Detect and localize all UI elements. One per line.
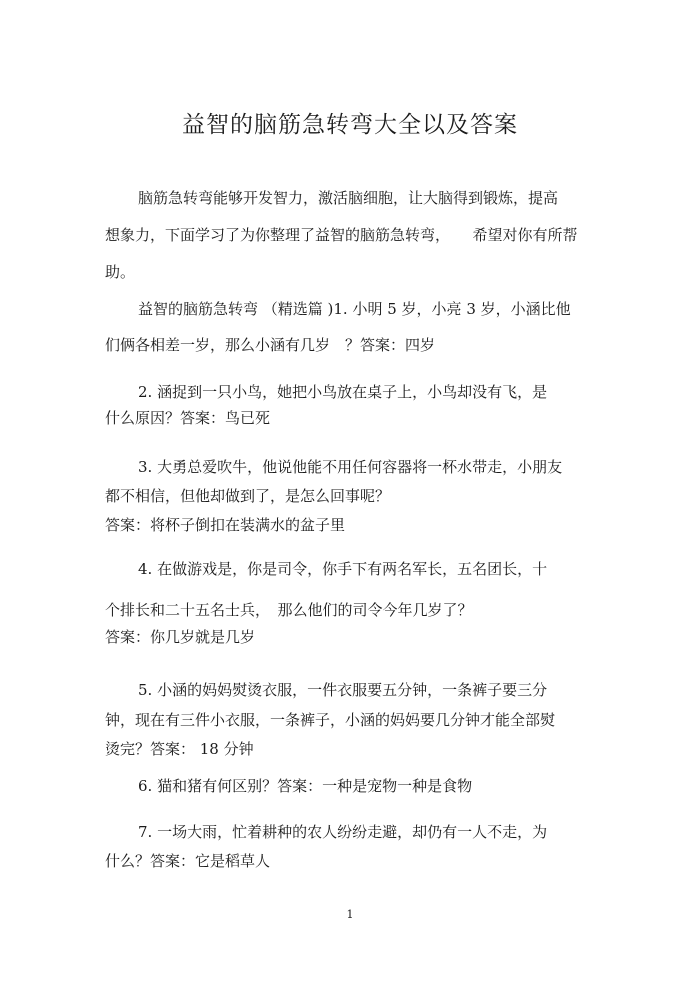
paragraph-line: 2. 涵捉到一只小鸟，她把小鸟放在桌子上，小鸟却没有飞，是 (138, 383, 548, 401)
paragraph-line: 什么？答案：它是稻草人 (105, 852, 271, 870)
paragraph-line: 答案：将杯子倒扣在装满水的盆子里 (105, 516, 346, 534)
paragraph-line: 烫完？答案： 18 分钟 (105, 740, 254, 758)
paragraph-line: 益智的脑筋急转弯 （精选篇 )1. 小明 5 岁，小亮 3 岁，小涵比他 (138, 300, 571, 318)
paragraph-line: 助。 (105, 263, 136, 281)
paragraph-line: 想象力，下面学习了为你整理了益智的脑筋急转弯， 希望对你有所帮 (105, 226, 578, 244)
paragraph-line: 5. 小涵的妈妈熨烫衣服，一件衣服要五分钟，一条裤子要三分 (138, 681, 548, 699)
paragraph-line: 3. 大勇总爱吹牛，他说他能不用任何容器将一杯水带走，小朋友 (138, 458, 563, 476)
paragraph-line: 脑筋急转弯能够开发智力，激活脑细胞，让大脑得到锻炼，提高 (138, 189, 559, 207)
paragraph-line: 什么原因？答案：鸟已死 (105, 409, 271, 427)
paragraph-line: 们俩各相差一岁，那么小涵有几岁 ？答案：四岁 (105, 336, 436, 354)
document-title: 益智的脑筋急转弯大全以及答案 (182, 112, 518, 138)
paragraph-line: 钟，现在有三件小衣服，一条裤子，小涵的妈妈要几分钟才能全部熨 (105, 711, 556, 729)
paragraph-line: 都不相信，但他却做到了，是怎么回事呢？ (105, 487, 391, 505)
paragraph-line: 7. 一场大雨，忙着耕种的农人纷纷走避，却仍有一人不走，为 (138, 823, 548, 841)
paragraph-line: 4. 在做游戏是，你是司令，你手下有两名军长，五名团长，十 (138, 560, 548, 578)
paragraph-line: 6. 猫和猪有何区别？答案：一种是宠物一种是食物 (138, 777, 473, 795)
page-number: 1 (346, 908, 354, 921)
paragraph-line: 个排长和二十五名士兵， 那么他们的司令今年几岁了？ (105, 601, 473, 619)
paragraph-line: 答案：你几岁就是几岁 (105, 628, 256, 646)
